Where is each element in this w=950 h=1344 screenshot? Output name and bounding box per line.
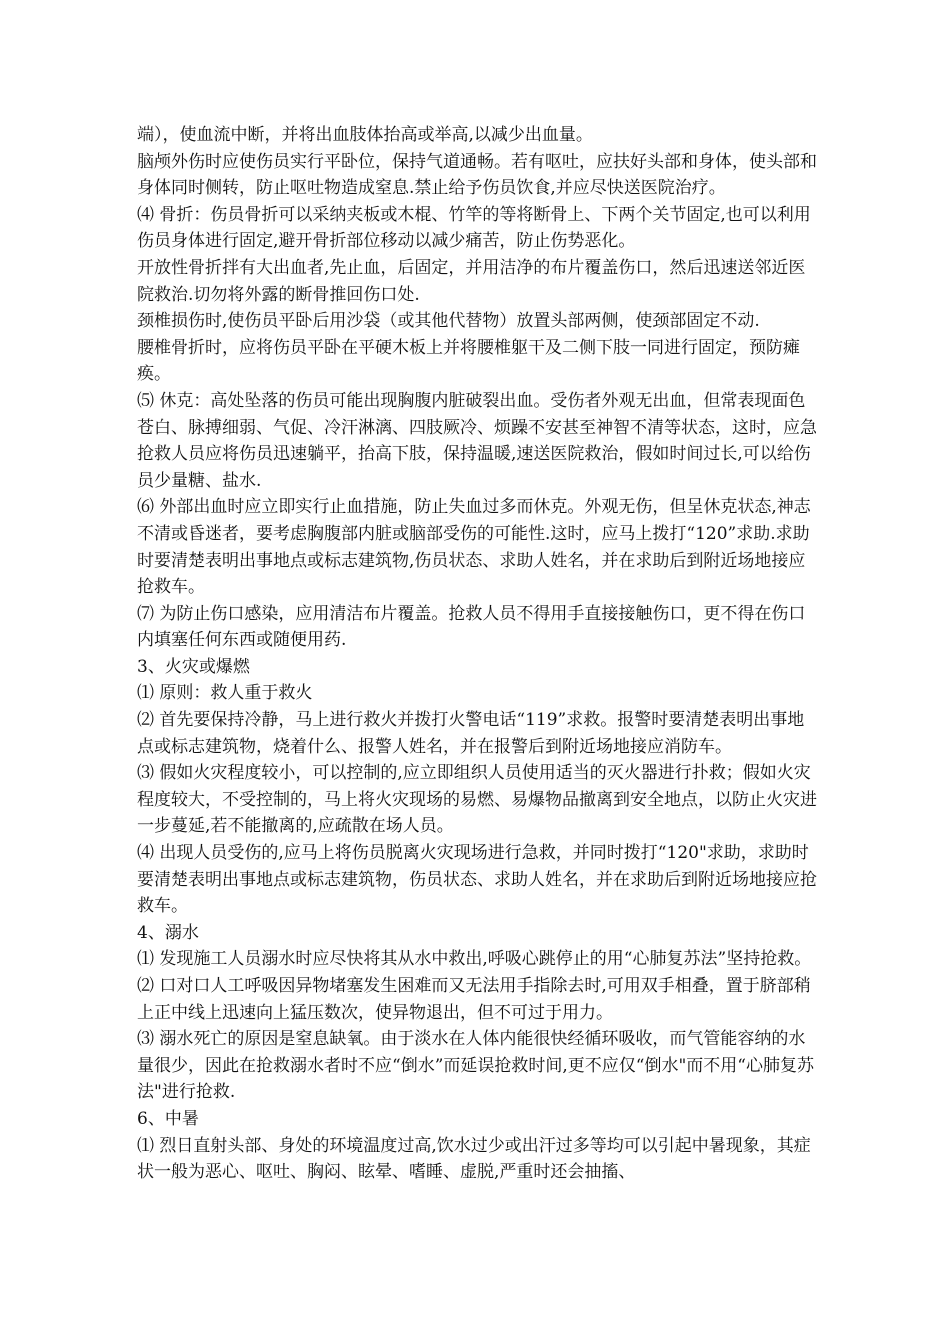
- paragraph-12: ⑵ 首先要保持冷静，马上进行救火并拨打火警电话“119”求救。报警时要清楚表明出事地点或标志建筑物，烧着什么、报警人姓名，并在报警后到附近场地接应消防车。: [137, 710, 805, 757]
- paragraph-1: 端），使血流中断，并将出血肢体抬高或举高,以减少出血量。: [137, 125, 593, 145]
- paragraph-3: ⑷ 骨折：伤员骨折可以采纳夹板或木棍、竹竿的等将断骨上、下两个关节固定,也可以利用伤员身体进行固定,避开骨折部位移动以减少痛苦，防止伤势恶化。: [137, 204, 811, 252]
- paragraph-18: ⑶ 溺水死亡的原因是窒息缺氧。由于淡水在人体内能很快经循环吸收，而气管能容纳的水量很少，因此在抢救溺水者时不应“倒水”而延误抢救时间,更不应仅“倒水"而不用“心肺复苏法"进行抢救.: [137, 1029, 814, 1103]
- section-heading-fire: 3、火灾或爆燃: [137, 656, 250, 677]
- paragraph-5: 颈椎损伤时,使伤员平卧后用沙袋（或其他代替物）放置头部两侧，使颈部固定不动.: [137, 311, 760, 332]
- paragraph-17: ⑵ 口对口人工呼吸因异物堵塞发生困难而又无法用手指除去时,可用双手相叠，置于脐部稍上正中线上迅速向上猛压数次，使异物退出，但不可过于用力。: [137, 976, 811, 1023]
- paragraph-14: ⑷ 出现人员受伤的,应马上将伤员脱离火灾现场进行急救，并同时拨打“120"求助，求助时要清楚表明出事地点或标志建筑物，伤员状态、求助人姓名，并在求助后到附近场地接应抢救车。: [137, 843, 817, 917]
- paragraph-4: 开放性骨折拌有大出血者,先止血，后固定，并用洁净的布片覆盖伤口，然后迅速送邻近医院救治.切勿将外露的断骨推回伤口处.: [137, 257, 806, 305]
- paragraph-2: 脑颅外伤时应使伤员实行平卧位，保持气道通畅。若有呕吐，应扶好头部和身体，使头部和身体同时侧转，防止呕吐物造成窒息.禁止给予伤员饮食,并应尽快送医院治疗。: [137, 151, 817, 199]
- section-heading-drowning: 4、溺水: [137, 922, 199, 943]
- paragraph-8: ⑹ 外部出血时应立即实行止血措施，防止失血过多而休克。外观无伤，但呈休克状态,神志不清或昏迷者，要考虑胸腹部内脏或脑部受伤的可能性.这时，应马上拨打“120”求助.求助时要清楚表明出事地点或标志建筑物,伤员状态、求助人姓名，并在求助后到附近场地接应抢救车。: [137, 497, 811, 598]
- paragraph-13: ⑶ 假如火灾程度较小，可以控制的,应立即组织人员使用适当的灭火器进行扑救；假如火灾程度较大，不受控制的，马上将火灾现场的易燃、易爆物品撤离到安全地点，以防止火灾进一步蔓延,若不能撤离的,应疏散在场人员。: [137, 763, 817, 837]
- paragraph-11: ⑴ 原则：救人重于救火: [137, 683, 313, 704]
- paragraph-6: 腰椎骨折时，应将伤员平卧在平硬木板上并将腰椎躯干及二侧下肢一同进行固定，预防瘫痪。: [137, 337, 800, 385]
- paragraph-20: ⑴ 烈日直射头部、身处的环境温度过高,饮水过少或出汗过多等均可以引起中暑现象，其症状一般为恶心、呕吐、胸闷、眩晕、嗜睡、虚脱,严重时还会抽搐、: [137, 1135, 811, 1183]
- section-heading-heatstroke: 6、中暑: [137, 1108, 199, 1129]
- document-body: [137, 122, 817, 1186]
- paragraph-9: ⑺ 为防止伤口感染，应用清洁布片覆盖。抢救人员不得用手直接接触伤口，更不得在伤口内填塞任何东西或随便用药.: [137, 603, 806, 651]
- paragraph-7: ⑸ 休克：高处坠落的伤员可能出现胸腹内脏破裂出血。受伤者外观无出血，但常表现面色苍白、脉搏细弱、气促、冷汗淋漓、四肢厥冷、烦躁不安甚至神智不清等状态，这时，应急抢救人员应将伤员迅速躺平，抬高下肢，保持温暖,速送医院救治，假如时间过长,可以给伤员少量糖、盐水.: [137, 390, 817, 491]
- paragraph-16: ⑴ 发现施工人员溺水时应尽快将其从水中救出,呼吸心跳停止的用“心肺复苏法”坚持抢救。: [137, 949, 812, 970]
